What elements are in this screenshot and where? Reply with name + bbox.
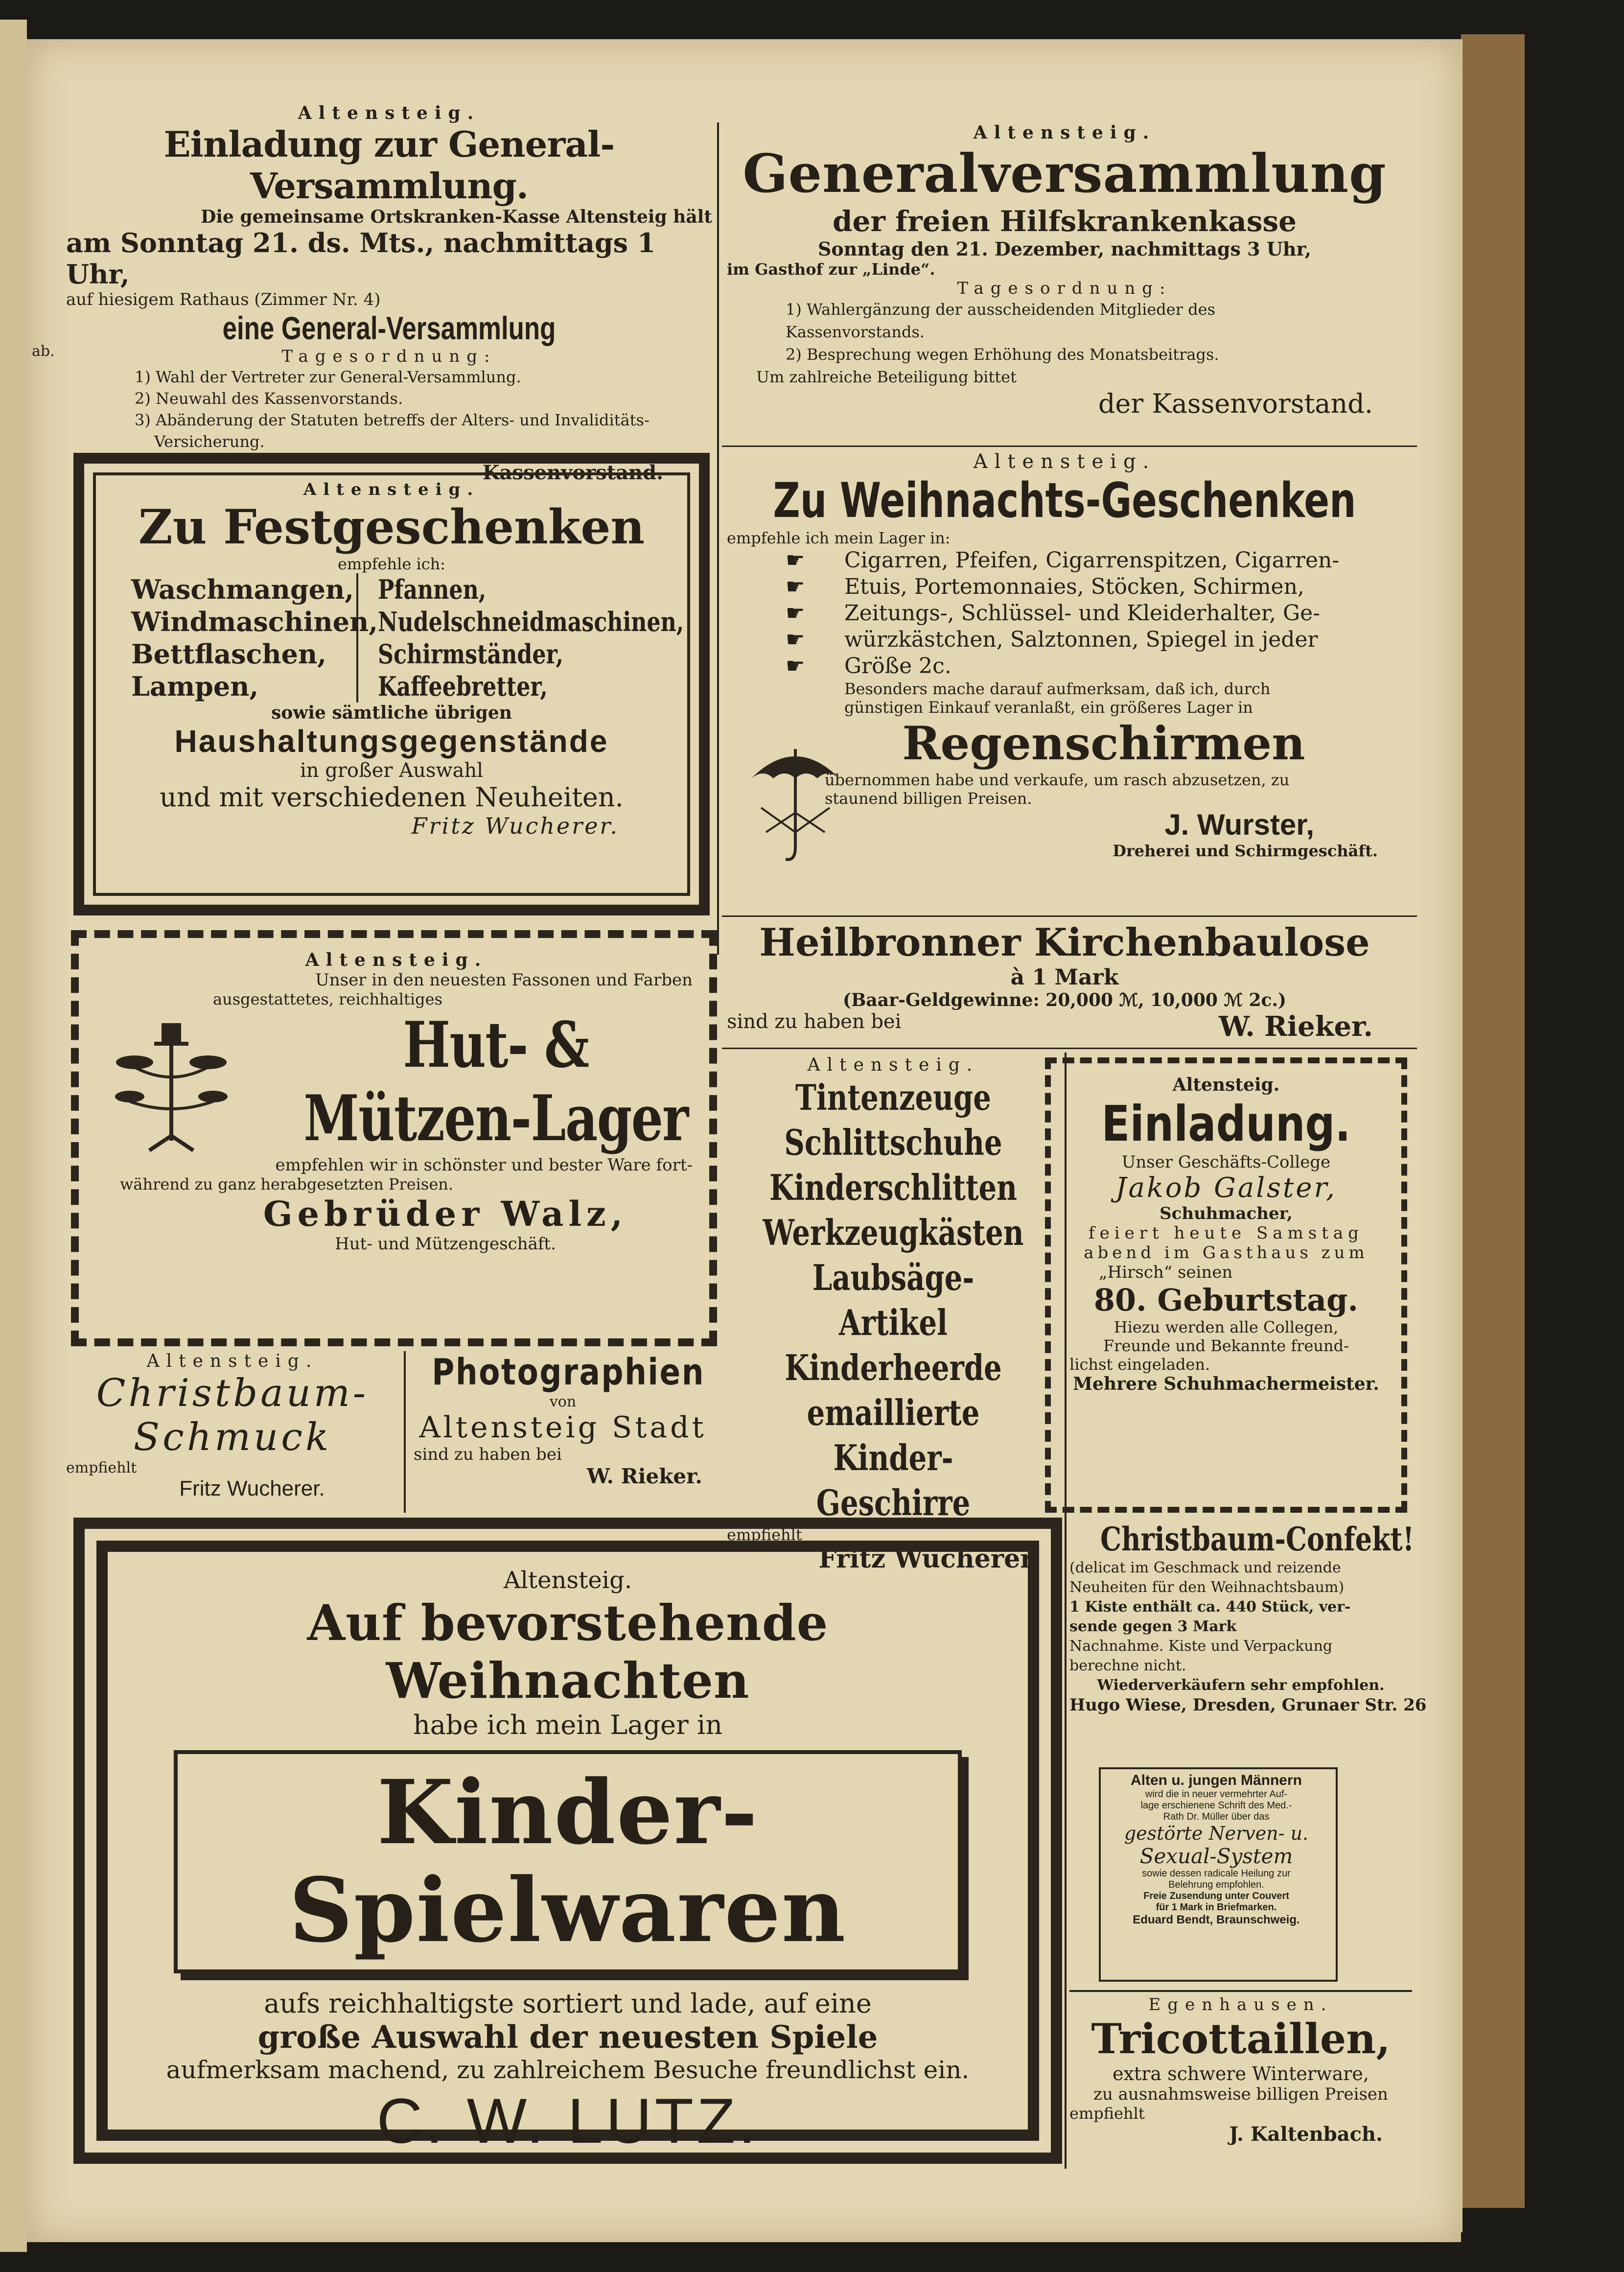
ad-title: Christbaum-Confekt! — [1100, 1520, 1415, 1558]
ad-signature: Mehrere Schuhmachermeister. — [1073, 1374, 1379, 1394]
product-item: Werkzeugkästen — [763, 1212, 1024, 1253]
ad-signature: Fritz Wucherer. — [818, 1544, 1040, 1574]
ad-signature: Fritz Wucherer. — [179, 1476, 325, 1500]
ad-place: Altensteig. — [807, 1055, 979, 1075]
product-item: Lampen, — [131, 671, 259, 702]
pointing-hand-icon: ☛ — [786, 548, 805, 573]
ad-signature: Hugo Wiese, Dresden, Grunaer Str. 26 — [1069, 1695, 1427, 1715]
ad-text: Die gemeinsame Ortskranken-Kasse Altensteig hält — [201, 207, 712, 227]
product-item: Cigarren, Pfeifen, Cigarrenspitzen, Cigarren- — [844, 548, 1340, 573]
ad-title: Einladung. — [1101, 1095, 1351, 1152]
agenda-item: Kassenvorstands. — [786, 323, 925, 341]
newspaper-page — [27, 39, 1461, 2242]
ad-text: aufmerksam machend, zu zahlreichem Besuche freundlichst ein. — [166, 2056, 970, 2084]
ad-text: Schuhmacher, — [1160, 1204, 1293, 1223]
product-item: Tintenzeuge — [795, 1077, 991, 1118]
ad-text: empfehle ich: — [337, 555, 446, 573]
ad-text: Freunde und Bekannte freund- — [1103, 1336, 1349, 1355]
ad-photographien — [409, 1351, 717, 1488]
ad-signature: W. Rieker. — [586, 1464, 702, 1488]
agenda-item: 2) Besprechung wegen Erhöhung des Monatsbeitrags. — [786, 345, 1219, 364]
ad-place: Egenhausen. — [1148, 1995, 1333, 2014]
ad-place: Altensteig. — [1172, 1075, 1280, 1095]
ad-text: à 1 Mark — [1010, 965, 1119, 990]
ad-text: von — [549, 1393, 577, 1410]
ad-headline: eine General-Versammlung — [222, 310, 556, 346]
ad-signature: W. Rieker. — [1219, 1010, 1373, 1043]
ad-place: Altensteig. — [303, 480, 480, 499]
ad-text: Nachnahme. Kiste und Verpackung — [1069, 1638, 1333, 1655]
product-item: Schirmständer, — [378, 638, 564, 670]
ad-text: „Hirsch“ seinen — [1099, 1263, 1233, 1282]
ad-place: Altensteig. — [146, 1351, 319, 1371]
ad-text: feiert heute Samstag — [1089, 1223, 1364, 1243]
ad-weihnachtsgeschenke — [727, 450, 1402, 860]
product-item: Windmaschinen, — [131, 606, 378, 637]
ad-title: Zu Weihnachts-Geschenken — [773, 473, 1356, 529]
ad-text: abend im Gasthaus zum — [1084, 1243, 1369, 1263]
ad-signature: Gebrüder Walz, — [263, 1194, 628, 1234]
ad-place: Altensteig. — [298, 103, 481, 123]
ad-text: auf hiesigem Rathaus (Zimmer Nr. 4) — [66, 290, 381, 309]
ad-festgeschenke — [100, 480, 683, 839]
product-item: Kinderschlitten — [769, 1167, 1017, 1208]
ad-text: staunend billigen Preisen. — [825, 789, 1032, 808]
ad-place: Altensteig. — [503, 1567, 632, 1594]
ad-text: für 1 Mark in Briefmarken. — [1156, 1902, 1277, 1913]
ad-text: Rath Dr. Müller über das — [1163, 1811, 1270, 1822]
ad-text: Altensteig Stadt — [419, 1410, 707, 1445]
margin-note: ab. — [32, 343, 55, 360]
ad-text: sind zu haben bei — [727, 1010, 902, 1033]
ad-text: Hiezu werden alle Collegen, — [1114, 1318, 1339, 1336]
ad-title: Auf bevorstehende Weihnachten — [307, 1594, 829, 1710]
rule — [1069, 1990, 1412, 1992]
ad-text: große Auswahl der neuesten Spiele — [257, 2019, 878, 2056]
ad-signature: C. W. LUTZ. — [376, 2085, 759, 2156]
ad-signature: Kassenvorstand. — [482, 461, 663, 484]
headline-box — [174, 1750, 962, 1973]
ad-signature: der Kassenvorstand. — [1098, 388, 1373, 419]
ad-einladung-galster — [1060, 1075, 1392, 1394]
ad-text: extra schwere Winterware, — [1113, 2063, 1369, 2085]
ad-christbaumschmuck — [66, 1351, 399, 1501]
ad-text: empfiehlt — [66, 1459, 137, 1476]
ad-title: Zu Festgeschenken — [138, 499, 645, 555]
agenda-item: Versicherung. — [154, 432, 265, 451]
ad-title: Heilbronner Kirchenbaulose — [759, 920, 1370, 965]
pointing-hand-icon: ☛ — [786, 627, 805, 652]
product-item: emaillierte Kinder- — [807, 1392, 980, 1478]
ad-title: Christbaum- — [96, 1371, 369, 1415]
ad-text: in großer Auswahl — [300, 759, 484, 782]
ad-text: Unser Geschäfts-College — [1121, 1152, 1331, 1172]
product-item: Geschirre — [816, 1482, 971, 1523]
ad-place: Altensteig. — [305, 950, 488, 970]
ad-christbaum-confekt — [1069, 1520, 1427, 1715]
ad-text: Neuheiten für den Weihnachtsbaum) — [1069, 1579, 1345, 1596]
product-item: Laubsäge-Artikel — [812, 1257, 974, 1343]
ad-signature-sub: Hut- und Mützengeschäft. — [335, 1234, 556, 1254]
ad-place: Altensteig. — [973, 450, 1156, 473]
ad-kinder-spielwaren — [125, 1567, 1011, 2157]
ad-text: sowie dessen radicale Heilung zur — [1142, 1868, 1291, 1879]
ad-text: übernommen habe und verkaufe, um rasch abzusetzen, zu — [825, 771, 1290, 789]
pointing-hand-icon: ☛ — [786, 601, 805, 626]
book-binding — [1461, 34, 1525, 2208]
product-item: Schlittschuhe — [784, 1122, 1002, 1163]
ad-title: gestörte Nerven- u. — [1124, 1823, 1309, 1844]
ad-name: Jakob Galster, — [1115, 1172, 1337, 1204]
product-item: Pfannen, — [378, 574, 487, 605]
ad-headline: Haushaltungsgegenstände — [174, 724, 609, 759]
ad-hilfskrankenkasse — [727, 122, 1402, 419]
ad-text: zu ausnahmsweise billigen Preisen — [1093, 2085, 1388, 2104]
ad-hut-muetzen — [95, 950, 697, 1254]
ad-text: lage erschienene Schrift des Med.- — [1140, 1800, 1292, 1811]
product-item: Kinderheerde — [785, 1347, 1002, 1388]
ad-text: am Sonntag 21. ds. Mts., nachmittags 1 Uhr, — [66, 227, 656, 290]
ad-text: empfehlen wir in schönster und bester Ware fort- — [275, 1155, 693, 1175]
product-item: Kaffeebretter, — [378, 671, 548, 702]
ad-headline: Kinder-Spielwaren — [289, 1761, 847, 1962]
ad-text: Belehrung empfohlen. — [1168, 1879, 1264, 1890]
ad-ortskrankenkasse — [32, 103, 712, 484]
ad-signature: J. Kaltenbach. — [1229, 2123, 1383, 2146]
ad-title: Einladung zur General-Versammlung. — [163, 123, 615, 207]
ad-text: empfiehlt — [1069, 2104, 1145, 2123]
ad-signature: Eduard Bendt, Braunschweig. — [1133, 1913, 1300, 1926]
ad-nerven-schrift — [1104, 1772, 1329, 1927]
ad-title: Sexual-System — [1139, 1844, 1293, 1868]
rule — [722, 915, 1417, 917]
product-item: Größe 2c. — [844, 654, 951, 679]
ad-text: Wiederverkäufern sehr empfohlen. — [1097, 1677, 1385, 1694]
ad-text: wird die in neuer vermehrter Auf- — [1145, 1789, 1288, 1800]
ad-text: empfehle ich mein Lager in: — [727, 529, 951, 547]
product-item: Etuis, Portemonnaies, Stöcken, Schirmen, — [844, 574, 1304, 599]
agenda-label: Tagesordnung: — [957, 279, 1172, 298]
ad-title: Hut- & Mützen-Lager — [303, 1008, 688, 1155]
ad-text: sind zu haben bei — [414, 1445, 562, 1464]
ad-text: aufs reichhaltigste sortiert und lade, auf eine — [264, 1988, 872, 2019]
ad-text: habe ich mein Lager in — [413, 1710, 723, 1740]
ad-signature: Fritz Wucherer. — [411, 813, 619, 839]
ad-text: während zu ganz herabgesetzten Preisen. — [120, 1175, 454, 1194]
ad-text: empfiehlt — [727, 1525, 802, 1544]
pointing-hand-icon: ☛ — [786, 574, 805, 599]
agenda-item: 3) Abänderung der Statuten betreffs der Alters- und Invaliditäts- — [135, 411, 650, 429]
product-item: Nudelschneidmaschinen, — [378, 606, 684, 637]
ad-title: Tricottaillen, — [1091, 2014, 1391, 2063]
product-item: Bettflaschen, — [131, 638, 327, 670]
rule — [722, 1048, 1417, 1049]
ad-tricottaillen — [1069, 1995, 1412, 2146]
ad-text: 1 Kiste enthält ca. 440 Stück, ver- — [1069, 1598, 1351, 1616]
ad-text: Unser in den neuesten Fassonen und Farben — [315, 970, 693, 990]
page-left-edge — [0, 20, 27, 2252]
ad-text: günstigen Einkauf veranlaßt, ein größeres Lager in — [844, 698, 1253, 717]
ad-text: (delicat im Geschmack und reizende — [1069, 1559, 1341, 1576]
column-divider-top — [717, 122, 719, 955]
umbrella-icon — [746, 734, 844, 871]
ad-text: sowie sämtliche übrigen — [271, 703, 512, 723]
ad-title: Photographien — [432, 1351, 705, 1393]
agenda-item: 1) Wahlergänzung der ausscheidenden Mitglieder des — [786, 300, 1216, 319]
agenda-item: Um zahlreiche Beteiligung bittet — [756, 368, 1017, 386]
ad-text: lichst eingeladen. — [1069, 1355, 1210, 1374]
ad-wucherer-waren — [727, 1055, 1060, 1574]
agenda-item: 2) Neuwahl des Kassenvorstands. — [135, 389, 403, 408]
agenda-label: Tagesordnung: — [281, 347, 497, 366]
ad-text: berechne nicht. — [1069, 1657, 1186, 1674]
ad-signature-sub: Dreherei und Schirmgeschäft. — [1113, 842, 1378, 860]
product-item: Waschmangen, — [131, 574, 354, 605]
pointing-hand-icon: ☛ — [786, 654, 805, 679]
ad-text: Alten u. jungen Männern — [1131, 1772, 1302, 1788]
product-item: Zeitungs-, Schlüssel- und Kleiderhalter, Ge- — [844, 601, 1320, 626]
ad-text: Besonders mache darauf aufmerksam, daß ich, durch — [844, 679, 1271, 698]
ad-text: im Gasthof zur „Linde“. — [727, 260, 935, 279]
ad-headline: 80. Geburtstag. — [1093, 1282, 1359, 1318]
rule — [722, 445, 1417, 447]
ad-kirchenbaulose — [727, 920, 1402, 1043]
ad-headline: Regenschirmen — [902, 717, 1305, 771]
hat-stand-icon — [115, 1018, 228, 1155]
ad-place: Altensteig. — [973, 122, 1156, 143]
ad-title: Generalversammlung — [742, 143, 1387, 205]
ad-text: Sonntag den 21. Dezember, nachmittags 3 Uhr, — [817, 238, 1312, 260]
ad-text: sende gegen 3 Mark — [1069, 1618, 1237, 1635]
ad-text: (Baar-Geldgewinne: 20,000 ℳ, 10,000 ℳ 2c.) — [842, 990, 1287, 1010]
ad-signature: J. Wurster, — [1164, 808, 1314, 841]
ad-text: Freie Zusendung unter Couvert — [1143, 1891, 1289, 1901]
ad-subtitle: der freien Hilfskrankenkasse — [832, 205, 1297, 238]
ad-text: ausgestattetes, reichhaltiges — [213, 990, 442, 1008]
ad-title: Schmuck — [133, 1415, 332, 1459]
divider — [404, 1351, 406, 1513]
agenda-item: 1) Wahl der Vertreter zur General-Versammlung. — [135, 368, 521, 386]
ad-text: und mit verschiedenen Neuheiten. — [160, 782, 624, 813]
product-item: würzkästchen, Salztonnen, Spiegel in jeder — [844, 627, 1318, 652]
